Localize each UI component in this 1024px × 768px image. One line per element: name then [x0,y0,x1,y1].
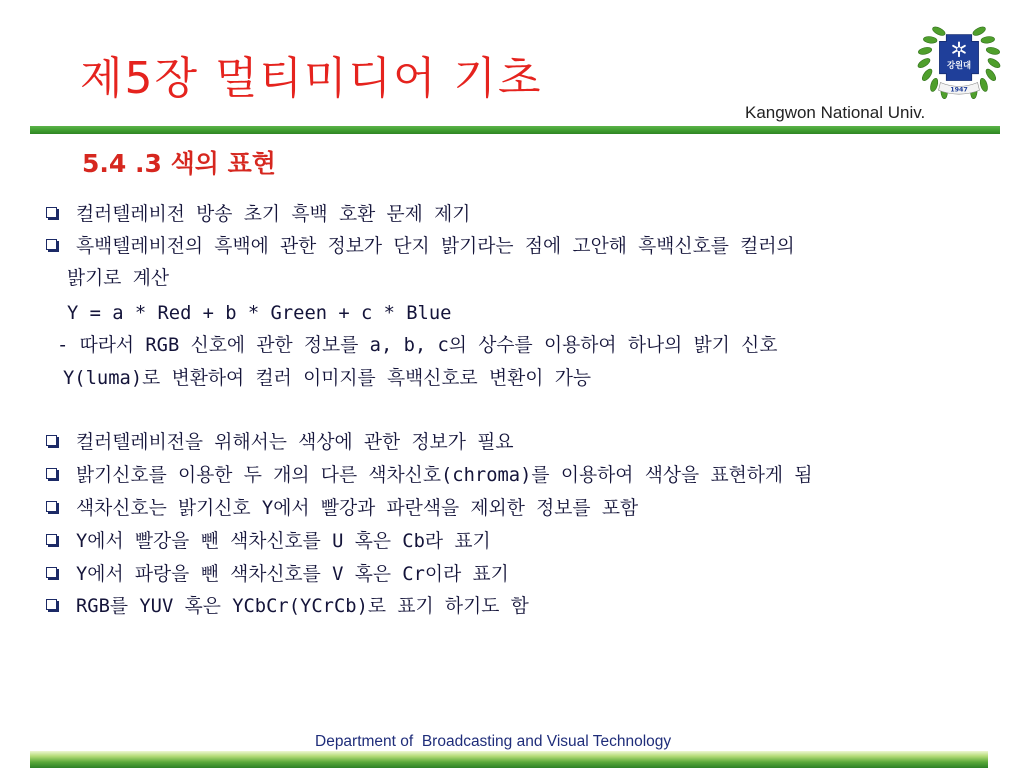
square-bullet-icon [46,501,57,512]
list-item [46,233,795,261]
section-heading: 5.4 .3 색의 표현 [82,149,276,178]
kangwon-university-emblem-icon [917,18,1001,102]
list-item-text: 흑백텔레비전의 흑백에 관한 정보가 단지 밝기라는 점에 고안해 흑백신호를 컬러의 [76,236,795,257]
list-item [46,462,813,490]
list-item-text: Y에서 빨강을 뺀 색차신호를 U 혹은 Cb라 표기 [76,531,491,552]
footer-bar [30,751,988,768]
list-item-text: 색차신호는 밝기신호 Y에서 빨강과 파란색을 제외한 정보를 포함 [76,498,639,519]
list-item [46,593,529,621]
list-item-continuation: Y(luma)로 변환하여 컬러 이미지를 흑백신호로 변환이 가능 [63,368,591,389]
emblem-year: 1947 [950,86,968,94]
list-item-text: Y에서 파랑을 뺀 색차신호를 V 혹은 Cr이라 표기 [76,564,509,585]
square-bullet-icon [46,567,57,578]
square-bullet-icon [46,599,57,610]
square-bullet-icon [46,239,57,250]
list-item [46,429,514,457]
luma-formula: Y = a * Red + b * Green + c * Blue [67,303,452,324]
list-item-continuation: - 따라서 RGB 신호에 관한 정보를 a, b, c의 상수를 이용하여 하나의 밝기 신호 [57,335,778,356]
list-item-continuation: 밝기로 계산 [67,268,170,289]
list-item [46,528,491,556]
list-item-text: RGB를 YUV 혹은 YCbCr(YCrCb)로 표기 하기도 함 [76,596,529,617]
square-bullet-icon [46,435,57,446]
list-item-text: 컬러텔레비전 방송 초기 흑백 호환 문제 제기 [76,204,471,225]
list-item [46,495,638,523]
emblem-text: 강원대 [946,59,972,70]
header-rule [30,126,1000,134]
square-bullet-icon [46,534,57,545]
square-bullet-icon [46,207,57,218]
footer-department: Department of Broadcasting and Visual Technology [315,733,672,750]
slide-title: 제5장 멀티미디어 기초 [80,53,543,104]
square-bullet-icon [46,468,57,479]
list-item-text: 컬러텔레비전을 위해서는 색상에 관한 정보가 필요 [76,432,514,453]
university-name: Kangwon National Univ. [745,103,926,122]
list-item-text: 밝기신호를 이용한 두 개의 다른 색차신호(chroma)를 이용하여 색상을 표현하게 됨 [76,465,813,486]
list-item [46,561,509,589]
list-item [46,201,470,229]
